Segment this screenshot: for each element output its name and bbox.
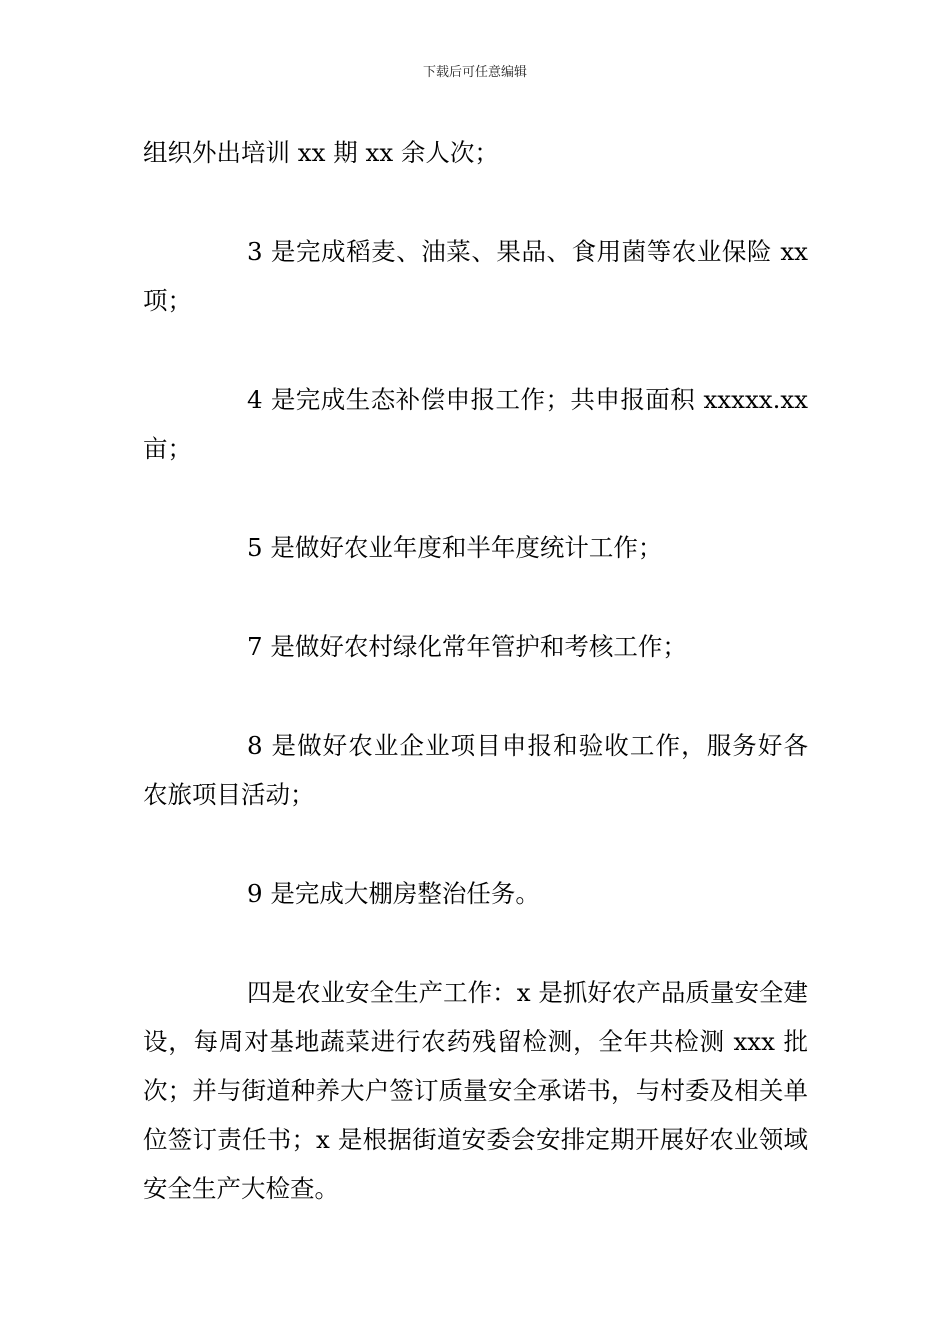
paragraph-safety-production: 四是农业安全生产工作：x 是抓好农产品质量安全建设，每周对基地蔬菜进行农药残留检测，全年共检测 xxx 批次；并与街道种养大户签订质量安全承诺书，与村委及相关单位签订责任书；x 是根据街道安委会安排定期开展好农业领域安全生产大检查。 <box>143 978 808 1203</box>
paragraph-item-8: 8 是做好农业企业项目申报和验收工作，服务好各农旅项目活动； <box>143 731 808 809</box>
paragraph-item-4: 4 是完成生态补偿申报工作；共申报面积 xxxxx.xx 亩； <box>143 385 808 463</box>
paragraph-item-3: 3 是完成稻麦、油菜、果品、食用菌等农业保险 xx 项； <box>143 237 808 315</box>
page-header-note: 下载后可任意编辑 <box>422 65 527 80</box>
paragraph-training: 组织外出培训 xx 期 xx 余人次； <box>143 138 499 167</box>
paragraph-item-7: 7 是做好农村绿化常年管护和考核工作； <box>247 632 687 661</box>
document-body <box>143 128 808 1213</box>
paragraph-item-5: 5 是做好农业年度和半年度统计工作； <box>247 533 663 562</box>
paragraph-item-9: 9 是完成大棚房整治任务。 <box>247 879 540 908</box>
